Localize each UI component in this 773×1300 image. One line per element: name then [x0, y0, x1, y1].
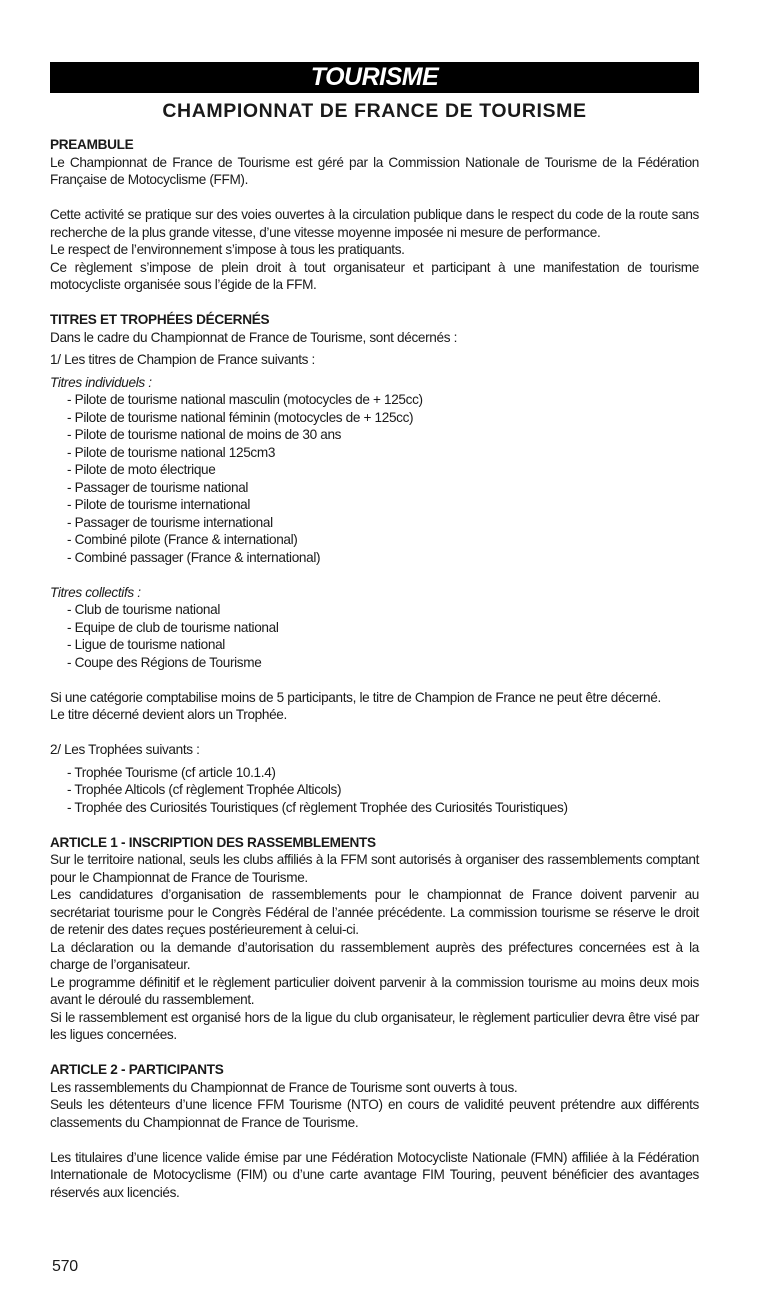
list-item: - Ligue de tourisme national	[67, 636, 699, 654]
list-item: - Passager de tourisme national	[67, 479, 699, 497]
list-item: - Trophée Tourisme (cf article 10.1.4)	[67, 764, 699, 782]
section-banner: TOURISME	[50, 62, 699, 93]
preambule-heading: PREAMBULE	[50, 137, 134, 152]
list-item: - Passager de tourisme international	[67, 514, 699, 532]
trophees-list	[50, 764, 699, 817]
individuels-list	[50, 391, 699, 566]
paragraph: Le Championnat de France de Tourisme est géré par la Commission Nationale de Tourisme de la Fédération Française de Motocyclisme (FFM).	[50, 154, 699, 187]
article2-heading: ARTICLE 2 - PARTICIPANTS	[50, 1062, 224, 1077]
list-item: - Pilote de tourisme national féminin (motocycles de + 125cc)	[67, 409, 699, 427]
list-item: - Pilote de moto électrique	[67, 461, 699, 479]
paragraph: Dans le cadre du Championnat de France de Tourisme, sont décernés :	[50, 329, 458, 345]
paragraph: Les rassemblements du Championnat de France de Tourisme sont ouverts à tous.	[50, 1079, 518, 1095]
paragraph: La déclaration ou la demande d’autorisation du rassemblement auprès des préfectures concernées est à la charge de l’organisateur.	[50, 939, 699, 972]
article2-section	[50, 1061, 699, 1201]
individuels-label: Titres individuels :	[50, 374, 152, 390]
list-item: - Club de tourisme national	[67, 601, 699, 619]
list-item: - Coupe des Régions de Tourisme	[67, 654, 699, 672]
paragraph: 2/ Les Trophées suivants :	[50, 742, 200, 757]
paragraph: Le titre décerné devient alors un Trophée.	[50, 707, 287, 722]
paragraph: Sur le territoire national, seuls les clubs affiliés à la FFM sont autorisés à organiser des rassemblements comptant pour le Championnat de France de Tourisme.	[50, 852, 699, 885]
list-item: - Combiné pilote (France & international)	[67, 531, 699, 549]
paragraph: Les titulaires d’une licence valide émise par une Fédération Motocycliste Nationale (FMN) affiliée à la Fédération Internationale de Motocyclisme (FIM) ou d’une carte avantage FIM Touring, peuvent bénéficier des avantages réservés aux licenciés.	[50, 1149, 699, 1200]
collectifs-list	[50, 601, 699, 671]
list-item: - Pilote de tourisme national masculin (motocycles de + 125cc)	[67, 391, 699, 409]
paragraph: Le respect de l’environnement s’impose à tous les pratiquants.	[50, 242, 405, 257]
paragraph: Le programme définitif et le règlement particulier doivent parvenir à la commission tourisme au moins deux mois avant le déroulé du rassemblement.	[50, 974, 699, 1007]
paragraph: Si une catégorie comptabilise moins de 5 participants, le titre de Champion de France ne peut être décerné.	[50, 689, 661, 705]
page-number: 570	[52, 1258, 78, 1275]
list-item: - Combiné passager (France & international)	[67, 549, 699, 567]
preambule-section	[50, 136, 699, 294]
paragraph: Seuls les détenteurs d’une licence FFM Tourisme (NTO) en cours de validité peuvent prétendre aux différents classements du Championnat de France de Tourisme.	[50, 1097, 699, 1130]
document-page	[50, 62, 699, 1201]
list-item: - Trophée Alticols (cf règlement Trophée Alticols)	[67, 781, 699, 799]
list-item: - Pilote de tourisme national de moins de 30 ans	[67, 426, 699, 444]
list-item: - Equipe de club de tourisme national	[67, 619, 699, 637]
paragraph: Ce règlement s’impose de plein droit à tout organisateur et participant à une manifestation de tourisme motocycliste organisée sous l’égide de la FFM.	[50, 259, 699, 292]
paragraph: 1/ Les titres de Champion de France suivants :	[50, 352, 315, 367]
article1-section	[50, 834, 699, 1044]
paragraph: Les candidatures d’organisation de rassemblements pour le championnat de France doivent parvenir au secrétariat tourisme pour le Congrès Fédéral de l’année précédente. La commission tourisme se réserve le droit de retenir des dates reçues postérieurement à celui-ci.	[50, 887, 699, 937]
article1-heading: ARTICLE 1 - INSCRIPTION DES RASSEMBLEMENTS	[50, 834, 376, 850]
titres-heading: TITRES ET TROPHÉES DÉCERNÉS	[50, 312, 270, 327]
page-title: CHAMPIONNAT DE FRANCE DE TOURISME	[162, 100, 587, 122]
paragraph: Si le rassemblement est organisé hors de la ligue du club organisateur, le règlement particulier devra être visé par les ligues concernées.	[50, 1009, 699, 1042]
list-item: - Pilote de tourisme international	[67, 496, 699, 514]
document-body	[50, 136, 699, 1201]
list-item: - Pilote de tourisme national 125cm3	[67, 444, 699, 462]
titres-section	[50, 311, 699, 816]
list-item: - Trophée des Curiosités Touristiques (cf règlement Trophée des Curiosités Touristiques)	[67, 799, 699, 817]
collectifs-label: Titres collectifs :	[50, 584, 141, 600]
paragraph: Cette activité se pratique sur des voies ouvertes à la circulation publique dans le respect du code de la route sans recherche de la plus grande vitesse, d’une vitesse moyenne imposée ni mesure de performance.	[50, 207, 699, 240]
